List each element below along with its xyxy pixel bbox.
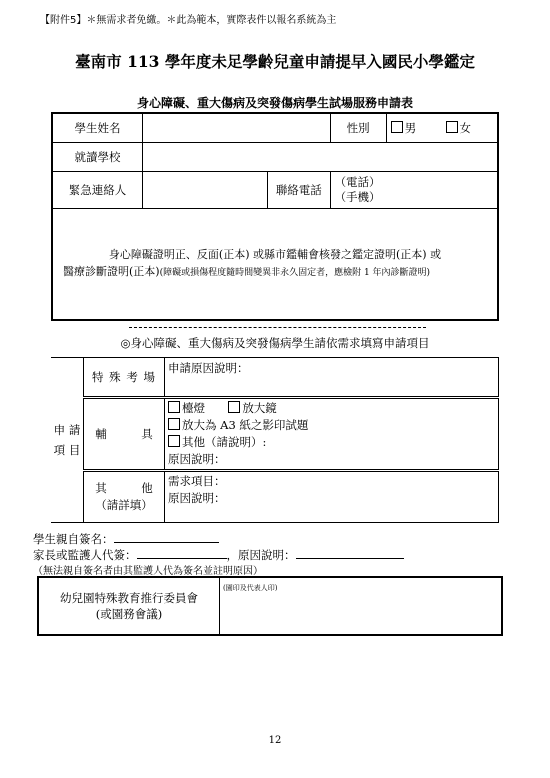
student-signature xyxy=(33,531,219,547)
other-aid-label: 其他（請說明）: xyxy=(182,435,267,449)
magnifier-label: 放大鏡 xyxy=(242,401,277,415)
committee-name-line2: (或園務會議) xyxy=(95,607,163,621)
signature-note: （無法親自簽名者由其監護人代為簽名並註明原因） xyxy=(33,566,263,577)
male-label: 男 xyxy=(404,121,417,135)
school-field[interactable] xyxy=(143,143,498,172)
gender-options xyxy=(386,113,498,143)
page-title: 臺南市 113 學年度未足學齡兒童申請提早入國民小學鑑定 xyxy=(75,52,475,71)
male-checkbox[interactable] xyxy=(391,121,403,133)
page-number: 12 xyxy=(268,735,282,746)
student-signature-line[interactable] xyxy=(114,531,219,543)
other-reason-label: 原因說明： xyxy=(168,491,226,505)
separator-line xyxy=(129,327,426,328)
student-signature-label: 學生親自簽名： xyxy=(33,532,114,546)
need-items-label: 需求項目： xyxy=(168,474,226,488)
other-needs[interactable] xyxy=(165,471,499,523)
committee-stamp-cell[interactable] xyxy=(220,577,503,635)
application-items-table xyxy=(51,357,499,523)
special-room-reason[interactable] xyxy=(165,358,499,398)
certificate-line1: 身心障礙證明正、反面(正本) 或縣市鑑輔會核發之鑑定證明(正本) 或 xyxy=(108,248,442,261)
certificate-line2: 醫療診斷證明(正本) xyxy=(63,265,160,278)
magnifier-checkbox[interactable] xyxy=(228,401,240,413)
emergency-contact-field[interactable] xyxy=(143,172,268,209)
student-info-table xyxy=(51,112,499,321)
parent-signature-label: 家長或監護人代簽： xyxy=(33,548,137,562)
instruction-note: ◎身心障礙、重大傷病及突發傷病學生請依需求填寫申請項目 xyxy=(120,336,430,350)
female-label: 女 xyxy=(459,121,472,135)
aids-label: 輔 具 xyxy=(84,398,165,471)
other-aid-checkbox[interactable] xyxy=(168,435,180,447)
student-name-label: 學生姓名 xyxy=(52,113,143,143)
other-label-cell xyxy=(84,471,165,523)
aids-row3 xyxy=(168,434,495,451)
special-room-label: 特 殊 考 場 xyxy=(84,358,165,398)
parent-signature-line[interactable] xyxy=(137,547,227,559)
aids-options xyxy=(165,398,499,471)
apply-items-text: 申 請 項 目 xyxy=(53,423,81,457)
contact-phone-label: 聯絡電話 xyxy=(268,172,331,209)
form-subtitle: 身心障礙、重大傷病及突發傷病學生試場服務申請表 xyxy=(136,96,413,110)
aids-row2 xyxy=(168,417,495,434)
school-label: 就讀學校 xyxy=(52,143,143,172)
certificate-note: (障礙或損傷程度隨時間變異非永久固定者，應檢附 1 年內診斷證明) xyxy=(159,268,431,278)
desk-lamp-checkbox[interactable] xyxy=(168,401,180,413)
phone-label: （電話） xyxy=(334,175,381,189)
committee-table xyxy=(37,576,503,636)
aids-row1 xyxy=(168,400,495,417)
parent-signature xyxy=(33,547,404,563)
apply-items-label xyxy=(51,358,84,523)
parent-reason-label: ，原因說明： xyxy=(226,548,296,562)
female-checkbox[interactable] xyxy=(446,121,458,133)
a3-checkbox[interactable] xyxy=(168,418,180,430)
other-detail-label: （請詳填） xyxy=(95,498,153,512)
a3-label: 放大為 A3 紙之影印試題 xyxy=(182,418,309,432)
committee-stamp-label: (園印及代表人印) xyxy=(223,584,278,592)
mobile-label: （手機） xyxy=(334,190,381,204)
other-label: 其 他 xyxy=(95,481,153,495)
certificate-requirement xyxy=(52,209,498,321)
special-room-reason-label: 申請原因說明： xyxy=(168,361,249,375)
desk-lamp-label: 檯燈 xyxy=(182,401,205,415)
student-name-field[interactable] xyxy=(143,113,331,143)
parent-reason-line[interactable] xyxy=(296,547,404,559)
annex-note: 【附件5】＊無需求者免繳。＊此為範本，實際表件以報名系統為主 xyxy=(40,15,337,26)
contact-phone-field[interactable] xyxy=(330,172,498,209)
committee-name-cell xyxy=(38,577,220,635)
aids-reason: 原因說明： xyxy=(168,452,226,466)
gender-label: 性別 xyxy=(330,113,386,143)
emergency-contact-label: 緊急連絡人 xyxy=(52,172,143,209)
committee-name-line1: 幼兒園特殊教育推行委員會 xyxy=(60,591,198,605)
certificate-line2-wrap xyxy=(63,263,487,282)
